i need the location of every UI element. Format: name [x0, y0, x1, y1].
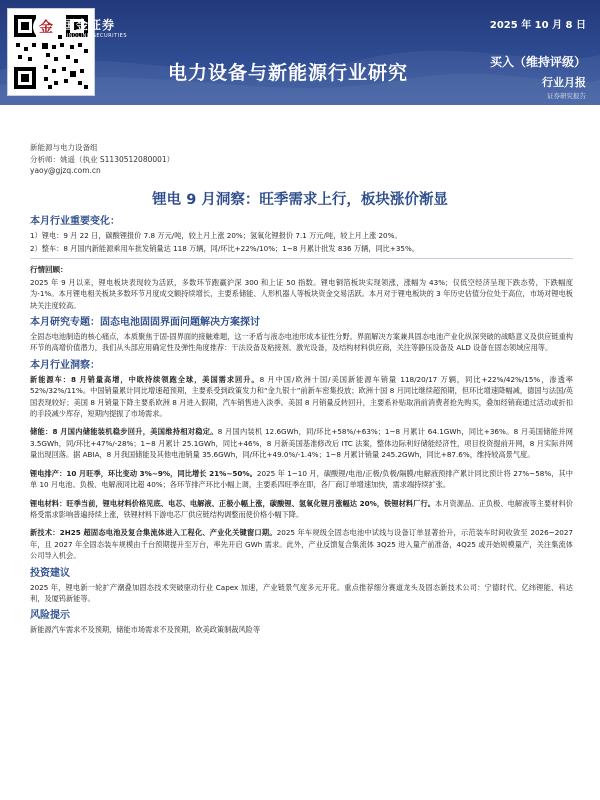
rating-label: 买入（维持评级） [489, 55, 586, 69]
company-logo [33, 14, 127, 40]
analyst-info [30, 142, 174, 177]
analyst-group: 新能源与电力设备组 [30, 143, 98, 152]
report-type: 行业月报 [542, 76, 586, 89]
review-label: 行情回顾： [30, 264, 68, 274]
change-item: 2）整车：8 月国内新能源乘用车批发销量达 118 万辆，同/环比+22%/10%；1~8 月累计批发 836 万辆，同比+35%。 [30, 244, 420, 254]
section-title-risk: 风险提示 [30, 610, 70, 622]
analyst-email[interactable]: yaoy@gjzq.com.cn [30, 166, 101, 175]
special-text: 全固态电池制造的核心痛点，本质聚焦于固-固界面的接触难题，这一矛盾与液态电池形成本征性分野。界面解决方案兼具固态电池产业化纵深突破的战略意义及供应链重构环节的高增价值潜力，我们从头部应用确定性及弹性角度推荐：干法设备及粘接剂、激光设备，及结构材料供应商，关注等静压设备及 ALD 设备在固态领域应用等。 [30, 332, 573, 353]
report-series-title: 电力设备与新能源行业研究 [168, 62, 409, 84]
section-title-insight: 本月行业洞察： [30, 359, 100, 371]
analyst-name: 分析师：姚遥（执业 S1130512080001） [30, 154, 175, 164]
insight-materials-text: 本月资源品、正负极、电解液等主要材料价格受需求影响普遍持续上涨，铁锂材料下游电芯厂供应链结构调整而使价格小幅下降。 [30, 498, 573, 519]
document-title: 锂电 9 月洞察：旺季需求上行，板块涨价渐显 [152, 192, 448, 208]
insight-battery-text: 2025 年 1~10 月，碳酸锂/电池/正极/负极/隔膜/电解液预排产累计同比预计将 27%~58%，其中单 10 月电池、负极、电解液同比超 40%；各环节排产环比小幅上调，主要系四旺季在即，各厂商订单增速加快，需求端持续扩张。 [30, 468, 573, 490]
insight-tech [30, 527, 573, 561]
insight-tech-label: 新技术：2H25 超固态电池及复合集流体进入工程化、产业化关键窗口期。 [30, 528, 277, 538]
logo-name-en: SINOLINK SECURITIES [63, 32, 127, 39]
logo-name-cn: 国金证券 [63, 17, 116, 32]
insight-battery-label: 锂电排产：10 月旺季，环比变动 3%~9%，同比增长 21%~50%。 [30, 468, 257, 478]
insight-storage-label: 储能：8 月国内储能装机稳步回升，美国维持相对稳定。 [30, 427, 218, 437]
logo-mark-icon: 金 [33, 14, 59, 40]
risk-text: 新能源汽车需求不及预期，储能市场需求不及预期，欧美政策制裁风险等 [30, 625, 261, 635]
insight-storage [30, 426, 573, 460]
insight-tech-text: 2025 年车规级全固态电池中试线与设备订单显著抬升，示范装车时间收敛至 2026~2027 年，且 2027 年全固态装车规模由千台预期提升至万台，率先开启 GWh 需求。此外，产业反馈复合集流体 3Q25 进入量产前准备，4Q25 或开始规模量产，关注集流体公司导入机会。 [30, 528, 573, 561]
section-title-monthly-changes: 本月行业重要变化： [30, 216, 120, 227]
insight-materials [30, 498, 573, 521]
section-title-special: 本月研究专题：固态电池固固界面问题解决方案探讨 [30, 317, 260, 329]
report-body [30, 210, 573, 638]
report-sub-label: 证券研究报告 [547, 92, 586, 100]
insight-battery [30, 468, 573, 491]
report-header [0, 0, 600, 105]
insight-ev [30, 374, 573, 420]
investment-text: 2025 年，锂电新一轮扩产潮叠加固态技术突破驱动行业 Capex 加速，产业链景气度多元开花。重点推荐细分赛道龙头及固态新技术公司：宁德时代、亿纬锂能、科达利，及厦钨新能等。 [30, 582, 573, 603]
insight-storage-text: 8 月国内装机 12.6GWh，同/环比+58%/+63%；1~8 月累计 64.1GWh，同比+36%。8 月美国储能并网 3.5GWh，同/环比+47%/-28%；1~8 月累计 25.1GWh，同比+46%，8 月新美国基准修改后 ITC 法案，整体边际利好储能经济性，项目投资提前开网，8 月实际并网量出现回落。据 ABIA，8 月我国储能及其他电池销量 35.6GWh，同/环比+49.0%/-1.4%；1~8 月累计销量 245.2GWh，同比+87.6%，维持较高景气度。 [30, 427, 573, 460]
insight-ev-text: 8 月中国/欧洲十国/美国新能源车销量 118/20/17 万辆，同比+22%/42%/15%，渗透率 52%/32%/11%。中国销量累计同比增速超预期，主要系受到政策发力和“金九银十”前新车密集投放；欧洲十国 8 月同比继续超预期，但环比增速降幅减，德国与法国/英国表现较好；美国 8 月销量下降主要系欧洲 8 月进入假期，汽车销售进入淡季。美国 8 月销量反转回升，主要系补贴取消前消费者抢先购买，叠加经销商通过活动或折扣的手段减少库存，短期内提振了市场需求。 [30, 374, 573, 419]
insight-ev-label: 新能源车：8 月销量高增，中欧持续领跑全球，美国需求回升。 [30, 374, 260, 384]
insight-materials-label: 锂电材料：旺季当前，锂电材料价格见底、电芯、电解液、正极小幅上涨，碳酸锂、氢氧化锂月涨幅达 20%，铁锂材料厂行。 [30, 498, 435, 508]
report-date: 2025 年 10 月 8 日 [489, 20, 586, 31]
review-text: 2025 年 9 月以来，锂电板块表现较为活跃，多数环节跑赢沪深 300 和上证 50 指数。锂电铜箔板块实现领涨，涨幅为 43%；仅低空经济呈现下跌态势，下跌幅度为-1%。本月锂电相关板块多数环节月度成交额持续增长，主要系储能、人形机器人等板块资金交易活跃。本月对于锂电板块的 3 年历史估值分位处于高位，市场对锂电板块关注度较高。 [30, 277, 573, 310]
divider [30, 258, 573, 259]
change-item: 1）锂电：9 月 22 日，碳酸锂报价 7.8 万元/吨，较上月上涨 20%；氢氧化锂报价 7.1 万元/吨，较上月上涨 20%。 [30, 231, 402, 240]
section-title-investment: 投资建议 [30, 567, 70, 579]
